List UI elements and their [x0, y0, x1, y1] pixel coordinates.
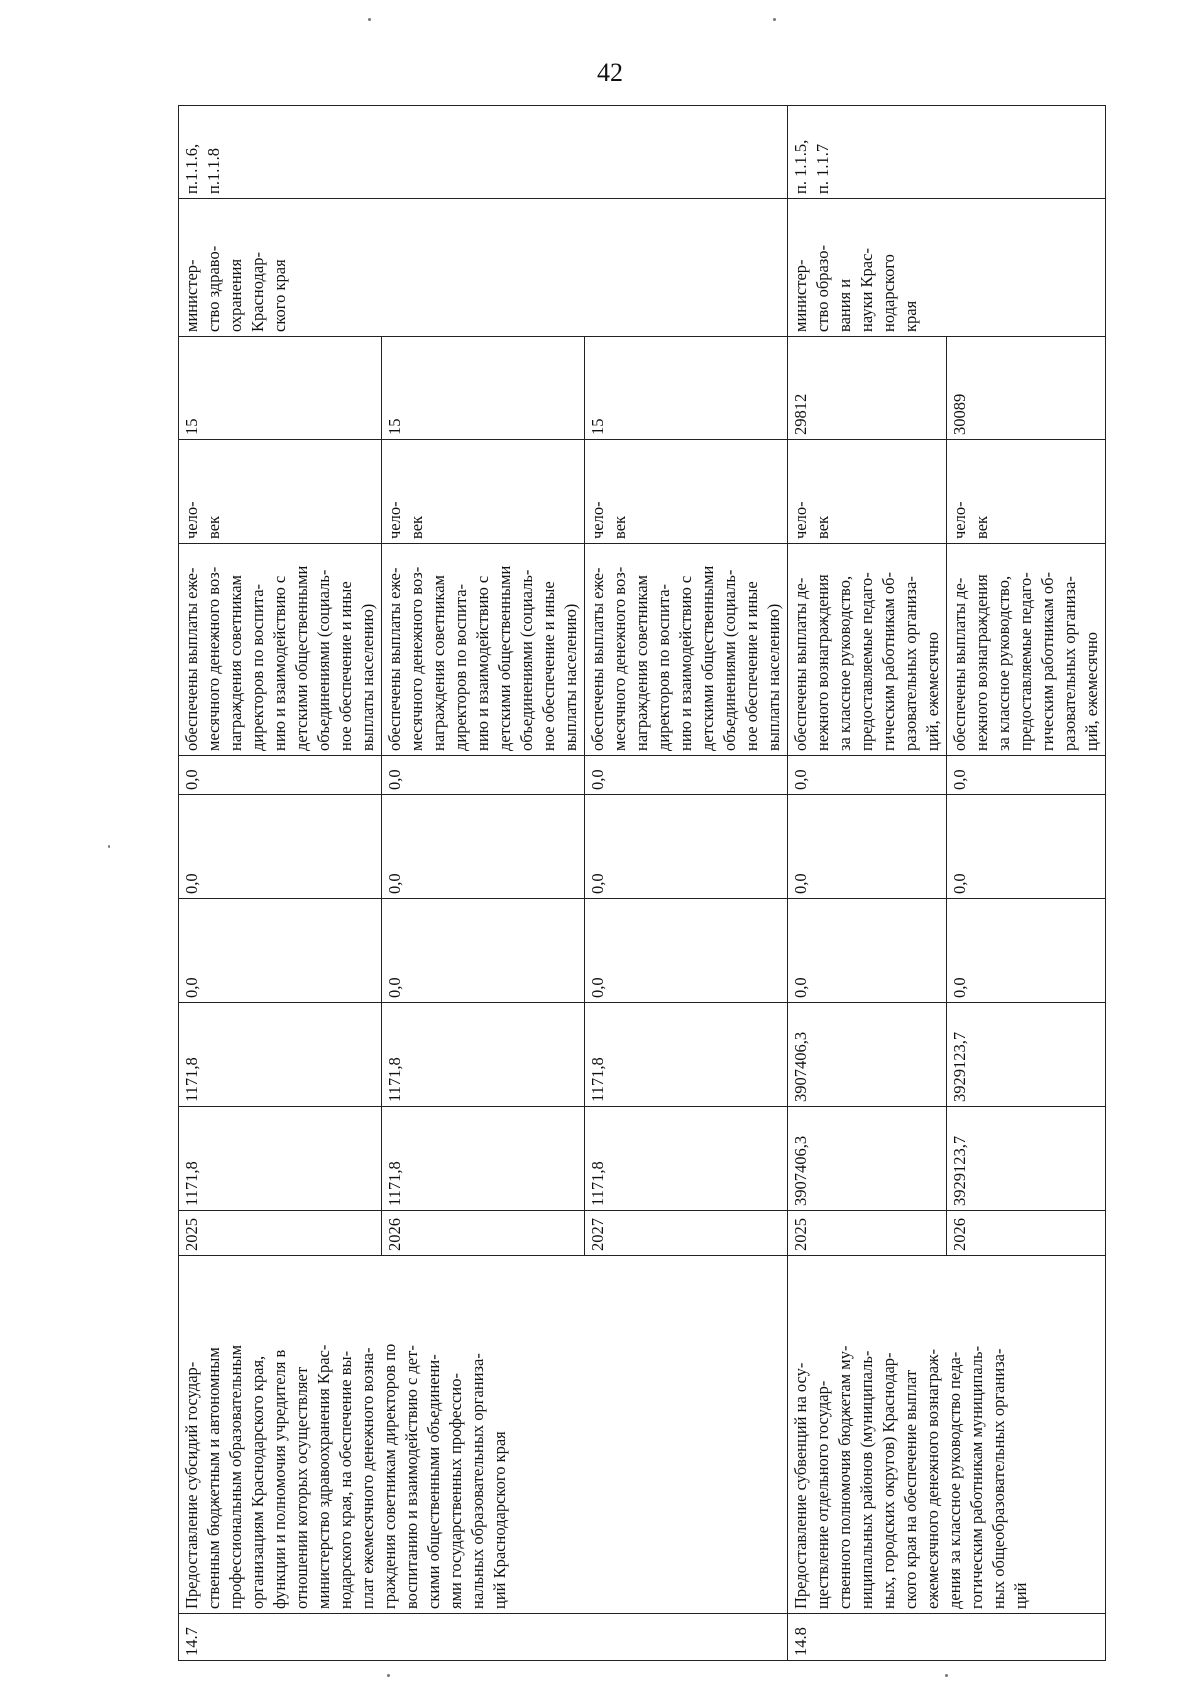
regional-cell: 3907406,3 [788, 1003, 947, 1107]
federal-cell: 0,0 [179, 899, 382, 1003]
year-cell: 2025 [788, 1211, 947, 1256]
result-cell: обеспечены выплаты еже- месячного денежного воз- награждения советникам директоров по воспита- нию и взаимодействию с детскими общественными объединениями (социаль- ное обеспечение и иные выплаты населению) [585, 544, 788, 756]
scan-speck [368, 18, 371, 21]
value-cell: 15 [179, 337, 382, 440]
total-cell: 1171,8 [382, 1107, 585, 1211]
unit-cell: чело- век [382, 440, 585, 544]
total-cell: 1171,8 [585, 1107, 788, 1211]
year-cell: 2026 [382, 1211, 585, 1256]
federal-cell: 0,0 [947, 899, 1106, 1003]
regional-cell: 1171,8 [382, 1003, 585, 1107]
reference-cell: п. 1.1.5, п. 1.1.7 [788, 106, 1106, 199]
scan-speck [387, 1674, 390, 1677]
result-cell: обеспечены выплаты де- нежного вознаграждения за классное руководство, предоставляемые педаго- гическим работникам об- разовательных организа- ций, ежемесячно [947, 544, 1106, 756]
other-cell: 0,0 [585, 756, 788, 795]
result-cell: обеспечены выплаты еже- месячного денежного воз- награждения советникам директоров по воспита- нию и взаимодействию с детскими общественными объединениями (социаль- ное обеспечение и иные выплаты населению) [382, 544, 585, 756]
year-cell: 2026 [947, 1211, 1106, 1256]
executor-cell: министер- ство здраво- охранения Краснодар- ского края [179, 199, 788, 337]
reference-cell: п.1.1.6, п.1.1.8 [179, 106, 788, 199]
scan-speck [945, 1674, 948, 1677]
result-cell: обеспечены выплаты еже- месячного денежного воз- награждения советникам директоров по воспита- нию и взаимодействию с детскими общественными объединениями (социаль- ное обеспечение и иные выплаты населению) [179, 544, 382, 756]
year-cell: 2025 [179, 1211, 382, 1256]
program-table [178, 105, 1106, 1661]
table-row [179, 106, 382, 1661]
total-cell: 3907406,3 [788, 1107, 947, 1211]
row-number: 14.8 [788, 1614, 1106, 1661]
value-cell: 29812 [788, 337, 947, 440]
year-cell: 2027 [585, 1211, 788, 1256]
regional-cell: 1171,8 [585, 1003, 788, 1107]
local-cell: 0,0 [179, 795, 382, 899]
value-cell: 15 [585, 337, 788, 440]
federal-cell: 0,0 [788, 899, 947, 1003]
other-cell: 0,0 [947, 756, 1106, 795]
regional-cell: 3929123,7 [947, 1003, 1106, 1107]
unit-cell: чело- век [788, 440, 947, 544]
row-number: 14.7 [179, 1614, 788, 1661]
unit-cell: чело- век [585, 440, 788, 544]
result-cell: обеспечены выплаты де- нежного вознаграждения за классное руководство, предоставляемые педаго- гическим работникам об- разовательных организа- ций, ежемесячно [788, 544, 947, 756]
federal-cell: 0,0 [382, 899, 585, 1003]
table-row [788, 106, 947, 1661]
unit-cell: чело- век [947, 440, 1106, 544]
local-cell: 0,0 [947, 795, 1106, 899]
value-cell: 30089 [947, 337, 1106, 440]
total-cell: 1171,8 [179, 1107, 382, 1211]
federal-cell: 0,0 [585, 899, 788, 1003]
other-cell: 0,0 [382, 756, 585, 795]
scan-speck [108, 845, 110, 848]
regional-cell: 1171,8 [179, 1003, 382, 1107]
total-cell: 3929123,7 [947, 1107, 1106, 1211]
other-cell: 0,0 [179, 756, 382, 795]
local-cell: 0,0 [382, 795, 585, 899]
unit-cell: чело- век [179, 440, 382, 544]
scan-speck [773, 18, 776, 21]
measure-name: Предоставление субвенций на осу- ществление отдельного государ- ственного полномочия бюджетам му- ниципальных районов (муниципаль- ных, городских округов) Краснодар- ского края на обеспечение выплат ежемесячного денежного вознаграж- дения за классное руководство педа- гогическим работникам муниципаль- ных общеобразовательных организа- ций [788, 1256, 1106, 1614]
measure-name: Предоставление субсидий государ- ственным бюджетным и автономным профессиональным образовательным организациям Краснодарского края, функции и полномочия учредителя в отношении которых осуществляет министерство здравоохранения Крас- нодарского края, на обеспечение вы- плат ежемесячного денежного возна- граждения советникам директоров по воспитанию и взаимодействию с дет- скими общественными объединени- ями государственных профессио- нальных образовательных организа- ций Краснодарского края [179, 1256, 788, 1614]
page-number: 42 [597, 58, 623, 87]
local-cell: 0,0 [788, 795, 947, 899]
local-cell: 0,0 [585, 795, 788, 899]
other-cell: 0,0 [788, 756, 947, 795]
value-cell: 15 [382, 337, 585, 440]
executor-cell: министер- ство образо- вания и науки Крас- нодарского края [788, 199, 1106, 337]
rotated-table-stage [178, 106, 1146, 1661]
